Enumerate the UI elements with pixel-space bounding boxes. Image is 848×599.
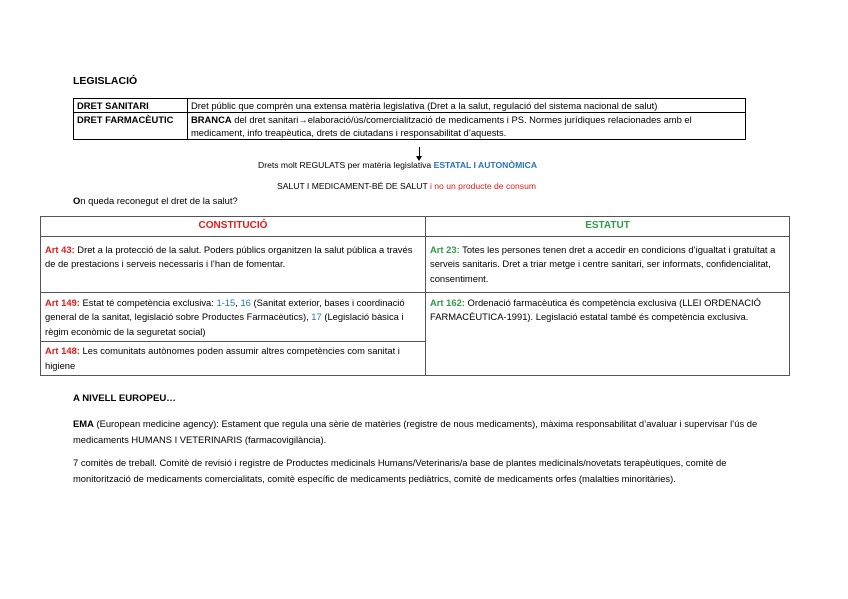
- term-cell: DRET FARMACÈUTIC: [74, 113, 188, 140]
- art149-cell: [41, 293, 426, 342]
- definitions-table: [73, 98, 746, 140]
- note-highlight: ESTATAL I AUTONÒMICA: [433, 160, 538, 170]
- table-header-row: [41, 217, 790, 237]
- table-row: [74, 113, 746, 140]
- article-text: (Sanitat exterior, bases i coordinació general de la sanitat, legislació sobre Productes Farmacèutics),: [45, 297, 405, 323]
- article-label: Art 43:: [45, 244, 75, 255]
- question-rest: n queda reconegut el dret de la salut?: [80, 195, 238, 206]
- article-label: Art 162:: [430, 297, 465, 308]
- column-header-constitucio: CONSTITUCIÓ: [41, 217, 426, 237]
- law-table: [40, 216, 790, 376]
- article-reference: 1-15: [216, 297, 236, 308]
- ema-label: EMA: [73, 418, 94, 429]
- ema-text: (European medicine agency): Estament que regula una sèrie de matèries (registre de nous medicaments), màxima responsabilitat d’avaluar i supervisar l’ús de medicaments HUMANS I VETERINARIS (farmacovigilància).: [73, 418, 758, 445]
- article-text: Totes les persones tenen dret a accedir en condicions d’igualtat i gratuïtat a serveis sanitaris. Dret a triar metge i centre sanitari, ser informats, confidencialitat, consentiment.: [430, 244, 776, 284]
- definition-cell: [188, 113, 746, 140]
- article-reference: 16: [240, 297, 251, 308]
- article-label: Art 149:: [45, 297, 80, 308]
- article-text: (Legislació bàsica i règim econòmic de la seguretat social): [45, 311, 404, 337]
- art23-cell: [426, 237, 790, 293]
- article-text: Ordenació farmacèutica és competència exclusiva (LLEI ORDENACIÓ FARMACÈUTICA-1991). Legislació estatal també és competència exclusiva.: [430, 297, 761, 323]
- article-text: Dret a la protecció de la salut. Poders públics organitzen la salut pública a través de de prestacions i serveis necessaris i l’han de fomentar.: [45, 244, 413, 270]
- article-text: Estat té competència exclusiva:: [79, 297, 217, 308]
- table-row: [41, 293, 790, 342]
- definition-text: del dret sanitari→elaboració/ús/comercialització de medicaments i PS. Normes jurídiques relacionades amb el medicament, info treapèutica, drets de ciutadans i responsabilitat d’aquests.: [191, 114, 692, 138]
- term-cell: DRET SANITARI: [74, 99, 188, 113]
- regulation-note: [258, 160, 537, 170]
- art162-cell: [426, 293, 790, 376]
- art43-cell: [41, 237, 426, 293]
- note-text: Drets molt REGULATS per matèria legislativa: [258, 160, 434, 170]
- table-row: [41, 237, 790, 293]
- health-note: [277, 181, 536, 191]
- definition-cell: Dret públic que comprèn una extensa matèria legislativa (Dret a la salut, regulació del sistema nacional de salut): [188, 99, 746, 113]
- ema-paragraph: [73, 416, 783, 448]
- page-title: LEGISLACIÓ: [73, 75, 138, 87]
- europe-heading: A NIVELL EUROPEU…: [73, 393, 176, 404]
- question-text: [73, 195, 238, 206]
- committees-paragraph: [73, 455, 783, 487]
- article-text: Les comunitats autònomes poden assumir altres competències com sanitat i higiene: [45, 345, 400, 371]
- art148-cell: [41, 342, 426, 376]
- column-header-estatut: ESTATUT: [426, 217, 790, 237]
- note-text: SALUT I MEDICAMENT-BÉ DE SALUT: [277, 181, 430, 191]
- article-label: Art 23:: [430, 244, 460, 255]
- article-label: Art 148:: [45, 345, 80, 357]
- note-highlight: i no un producte de consum: [429, 181, 537, 191]
- definition-bold: BRANCA: [191, 114, 232, 125]
- table-row: [74, 99, 746, 113]
- question-initial: O: [73, 195, 81, 206]
- committees-text: 7 comitès de treball. Comitè de revisió i registre de Productes medicinals Humans/Veterinaris/a base de plantes medicinals/novetats terapèutiques, comitè de monitorització de medicaments comercialitats, comitè específic de medicaments pediàtrics, comitè de medicaments orfes (malalties minoritàries).: [73, 457, 727, 484]
- article-text: ,: [235, 297, 241, 308]
- article-reference: 17: [311, 311, 322, 323]
